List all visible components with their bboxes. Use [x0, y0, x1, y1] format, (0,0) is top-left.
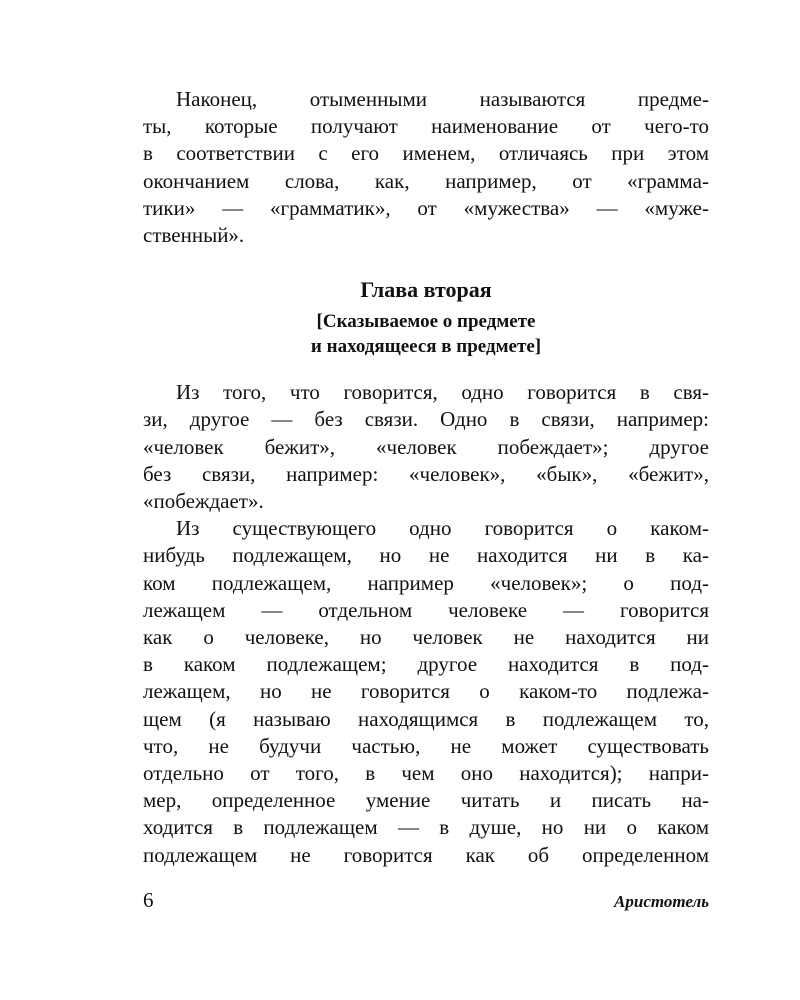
paragraph-2: [143, 379, 709, 515]
text-line: зи, другое — без связи. Одно в связи, например:: [143, 407, 709, 432]
text-line: нибудь подлежащем, но не находится ни в ка-: [143, 543, 709, 568]
text-line: лежащем, но не говорится о каком-то подлежа-: [143, 679, 709, 704]
text-line: ком подлежащем, например «человек»; о под-: [143, 570, 709, 595]
page-body: [143, 86, 709, 869]
text-line: ходится в подлежащем — в душе, но ни о каком: [143, 815, 709, 840]
text-line: окончанием слова, как, например, от «граммa-: [143, 168, 709, 193]
paragraph-1: [143, 86, 709, 249]
text-line: как о человеке, но человек не находится ни: [143, 625, 709, 650]
text-line: мер, определенное умение читать и писать на-: [143, 788, 709, 813]
chapter-subtitle-line-2: и находящееся в предмете]: [310, 336, 542, 358]
text-line: в соответствии с его именем, отличаясь при этом: [143, 141, 709, 166]
running-head: Аристотель: [614, 892, 709, 911]
page-number: 6: [143, 888, 154, 912]
text-line: ственный».: [143, 223, 245, 248]
page-footer: [143, 888, 709, 918]
text-line: лежащем — отдельном человеке — говорится: [143, 597, 709, 622]
text-line: подлежащем не говорится как об определенном: [143, 842, 709, 867]
chapter-subtitle-line-1: [Сказываемое о предмете: [316, 311, 536, 333]
text-line: без связи, например: «человек», «бык», «бежит»,: [143, 461, 709, 486]
text-line: «человек бежит», «человек побеждает»; другое: [143, 434, 709, 459]
text-line: ты, которые получают наименование от чего-то: [143, 114, 709, 139]
text-line: отдельно от того, в чем оно находится); напри-: [143, 761, 709, 786]
text-line: в каком подлежащем; другое находится в под-: [143, 652, 709, 677]
text-line: Из существующего одно говорится о каком-: [176, 516, 709, 541]
chapter-heading: [143, 275, 709, 359]
text-line: Наконец, отыменными называются предме-: [176, 87, 709, 111]
chapter-title: Глава вторая: [360, 277, 492, 303]
text-line: тики» — «грамматик», от «мужества» — «муже-: [143, 195, 709, 220]
text-line: щем (я называю находящимся в подлежащем то,: [143, 706, 709, 731]
paragraph-3: [143, 515, 709, 869]
text-line: Из того, что говорится, одно говорится в свя-: [176, 380, 709, 405]
text-line: что, не будучи частью, не может существовать: [143, 733, 709, 758]
text-line: «побеждает».: [143, 489, 264, 514]
